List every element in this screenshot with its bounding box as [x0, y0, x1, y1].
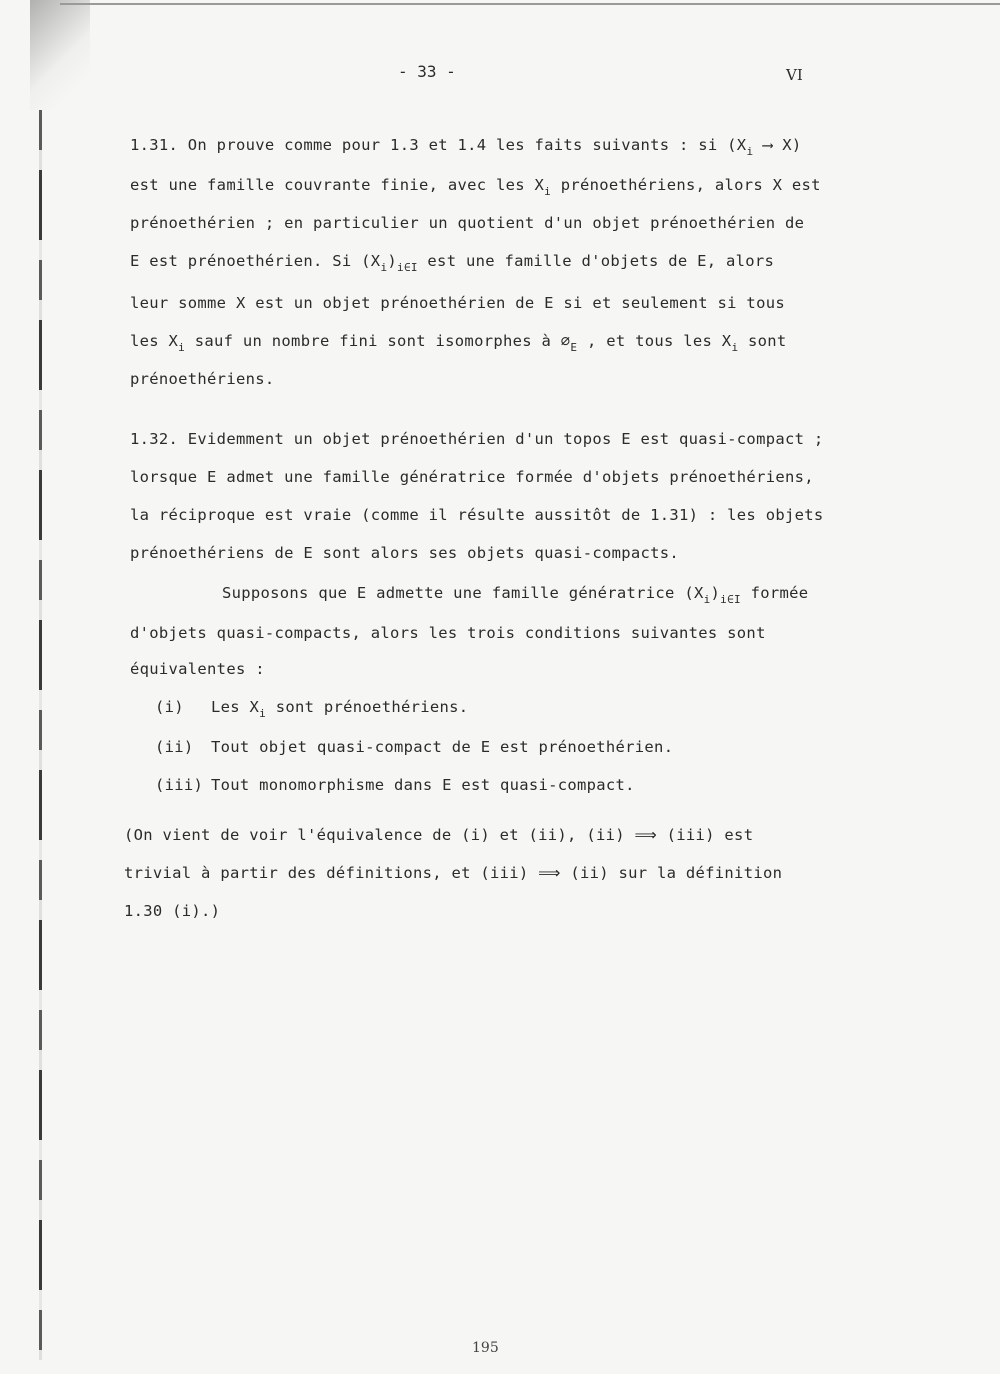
paragraph-132-line-3: la réciproque est vraie (comme il résulte aussitôt de 1.31) : les objets [130, 506, 824, 524]
paragraph-132-line-5: Supposons que E admette une famille génératrice $(X_i)_{i\in I}$ formée [222, 584, 809, 606]
condition-i: (i) Les $X_i$ sont prénoethériens. [155, 698, 469, 720]
closing-line-2: trivial à partir des définitions, et (iii) ⟹ (ii) sur la définition [124, 864, 783, 882]
paragraph-131-line-2: est une famille couvrante finie, avec les $X_i$ prénoethériens, alors X est [130, 176, 821, 198]
chapter-number: VI [786, 66, 803, 84]
paragraph-132-line-6: d'objets quasi-compacts, alors les trois conditions suivantes sont [130, 624, 766, 642]
scan-shadow [30, 0, 90, 110]
page-marker: - 33 - [398, 62, 456, 81]
paragraph-131-line-3: prénoethérien ; en particulier un quotient d'un objet prénoethérien de [130, 214, 805, 232]
paragraph-132-line-1: 1.32. Evidemment un objet prénoethérien d'un topos E est quasi-compact ; [130, 430, 824, 448]
condition-iii: (iii) Tout monomorphisme dans E est quasi-compact. [155, 776, 635, 794]
paragraph-132-line-2: lorsque E admet une famille génératrice formée d'objets prénoethériens, [130, 468, 814, 486]
closing-line-3: 1.30 (i).) [124, 902, 221, 920]
closing-line-1: (On vient de voir l'équivalence de (i) et (ii), (ii) ⟹ (iii) est [124, 826, 754, 844]
paragraph-131-line-6: les $X_i$ sauf un nombre fini sont isomorphes à $\emptyset_E$ , et tous les $X_i$ sont [130, 332, 787, 354]
condition-ii: (ii) Tout objet quasi-compact de E est prénoethérien. [155, 738, 674, 756]
paragraph-132-line-4: prénoethériens de E sont alors ses objets quasi-compacts. [130, 544, 680, 562]
paragraph-132-line-7: équivalentes : [130, 660, 265, 678]
top-edge-line [60, 3, 1000, 5]
paragraph-131-line-5: leur somme X est un objet prénoethérien de E si et seulement si tous [130, 294, 785, 312]
paragraph-131-line-7: prénoethériens. [130, 370, 275, 388]
binding-edge [39, 110, 42, 1360]
paragraph-131-line-4: E est prénoethérien. Si $(X_i)_{i\in I}$ est une famille d'objets de E, alors [130, 252, 775, 274]
paragraph-131-line-1: 1.31. On prouve comme pour 1.3 et 1.4 les faits suivants : si ($X_i$ ⟶ X) [130, 136, 802, 158]
page-folio: 195 [472, 1340, 499, 1356]
